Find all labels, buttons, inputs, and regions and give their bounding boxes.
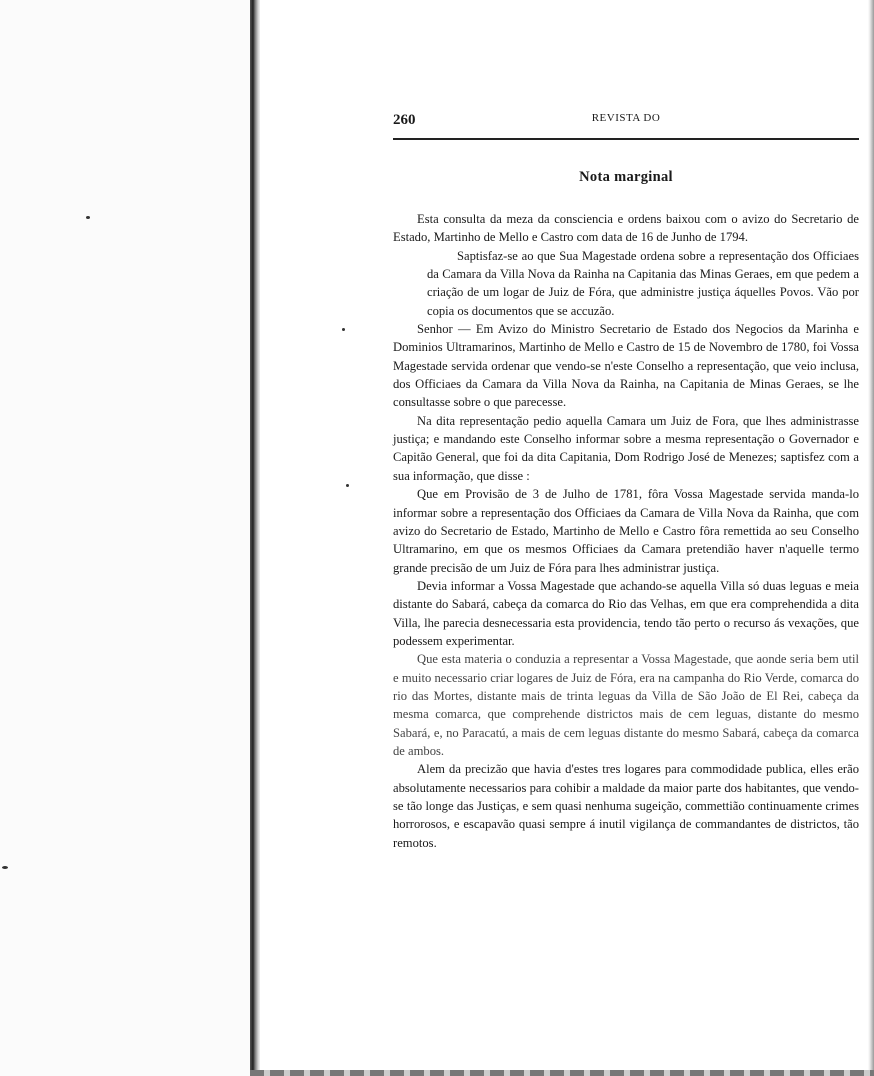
section-title: Nota marginal	[579, 169, 673, 185]
paragraph-senhor: Senhor — Em Avizo do Ministro Secretario de Estado dos Negocios da Marinha e Dominios Ultramarinos, Martinho de Mello e Castro de 15 de Novembro de 1780, foi Vossa Magestade servida ordenar que vendo-se n'este Conselho a representação, que veio inclusa, dos Officiaes da Camara da Villa Nova da Rainha, na Capitania de Minas Geraes, se lhe consultasse sobre o que parecesse.	[393, 322, 859, 410]
left-page-blank	[0, 0, 252, 1076]
book-gutter	[250, 0, 260, 1076]
ink-speck	[346, 484, 349, 487]
header-rule	[393, 138, 859, 140]
page-header	[393, 112, 859, 132]
page-number: 260	[393, 112, 416, 128]
ink-speck	[86, 216, 90, 219]
paragraph-summary: Saptisfaz-se ao que Sua Magestade ordena sobre a representação dos Officiaes da Camara da Villa Nova da Rainha na Capitania das Minas Geraes, em que pedem a criação de um logar de Juiz de Fóra, que administre justiça áquelles Povos. Vão por copia os documentos que se accuzão.	[427, 248, 859, 318]
ink-speck	[2, 866, 8, 869]
page-bottom-edge	[250, 1070, 874, 1076]
paragraph-intro: Esta consulta da meza da consciencia e ordens baixou com o avizo do Secretario de Estado, Martinho de Mello e Castro com data de 16 de Junho de 1794.	[393, 212, 859, 245]
paragraph-provisao: Que em Provisão de 3 de Julho de 1781, fôra Vossa Magestade servida manda-lo informar sobre a representação dos Officiaes da Camara de Villa Nova da Rainha, que com avizo do Secretario de Estado, Martinho de Mello e Castro fôra remettida ao seu Conselho Ultramarino, em que os mesmos Officiaes da Camara pretendião haver n'aquelle termo grande precisão de um Juiz de Fóra para lhes administrar justiça.	[393, 487, 859, 575]
paragraph-materia: Que esta materia o conduzia a representar a Vossa Magestade, que aonde seria bem util e muito necessario criar logares de Juiz de Fóra, era na campanha do Rio Verde, comarca do rio das Mortes, distante mais de trinta leguas da Villa de São João de El Rei, cabeça da mesma comarca, que comprehende districtos mais de cem leguas, distante do mesmo Sabará, e, no Paracatú, a mais de cem leguas distante do mesmo Sabará, cabeça da comarca de ambos.	[393, 652, 859, 758]
paragraph-devia-informar: Devia informar a Vossa Magestade que achando-se aquella Villa só duas leguas e meia distante do Sabará, cabeça da comarca do Rio das Velhas, em que era comprehendida a dita Villa, lhe parecia desnecessaria esta providencia, tendo tão perto o recurso ás vexações, que podessem experimentar.	[393, 578, 859, 648]
page-right-edge	[868, 0, 874, 1076]
ink-speck	[342, 328, 345, 331]
book-page	[393, 112, 859, 852]
body-text	[393, 210, 859, 852]
running-title: REVISTA DO	[591, 112, 661, 124]
paragraph-representacao: Na dita representação pedio aquella Camara um Juiz de Fora, que lhes administrasse justiça; e mandando este Conselho informar sobre a mesma representação o Governador e Capitão General, que foi da dita Capitania, Dom Rodrigo José de Menezes; saptisfez com a sua informação, que disse :	[393, 413, 859, 483]
paragraph-alem: Alem da precizão que havia d'estes tres logares para commodidade publica, elles erão absolutamente necessarios para cohibir a maldade da maior parte dos habitantes, que vendo-se tão longe das Justiças, e sem quasi nenhuma sugeição, commettião continuamente crimes horrorosos, e escapavão quasi sempre á inutil vigilança de commandantes de districtos, tão remotos.	[393, 762, 859, 850]
